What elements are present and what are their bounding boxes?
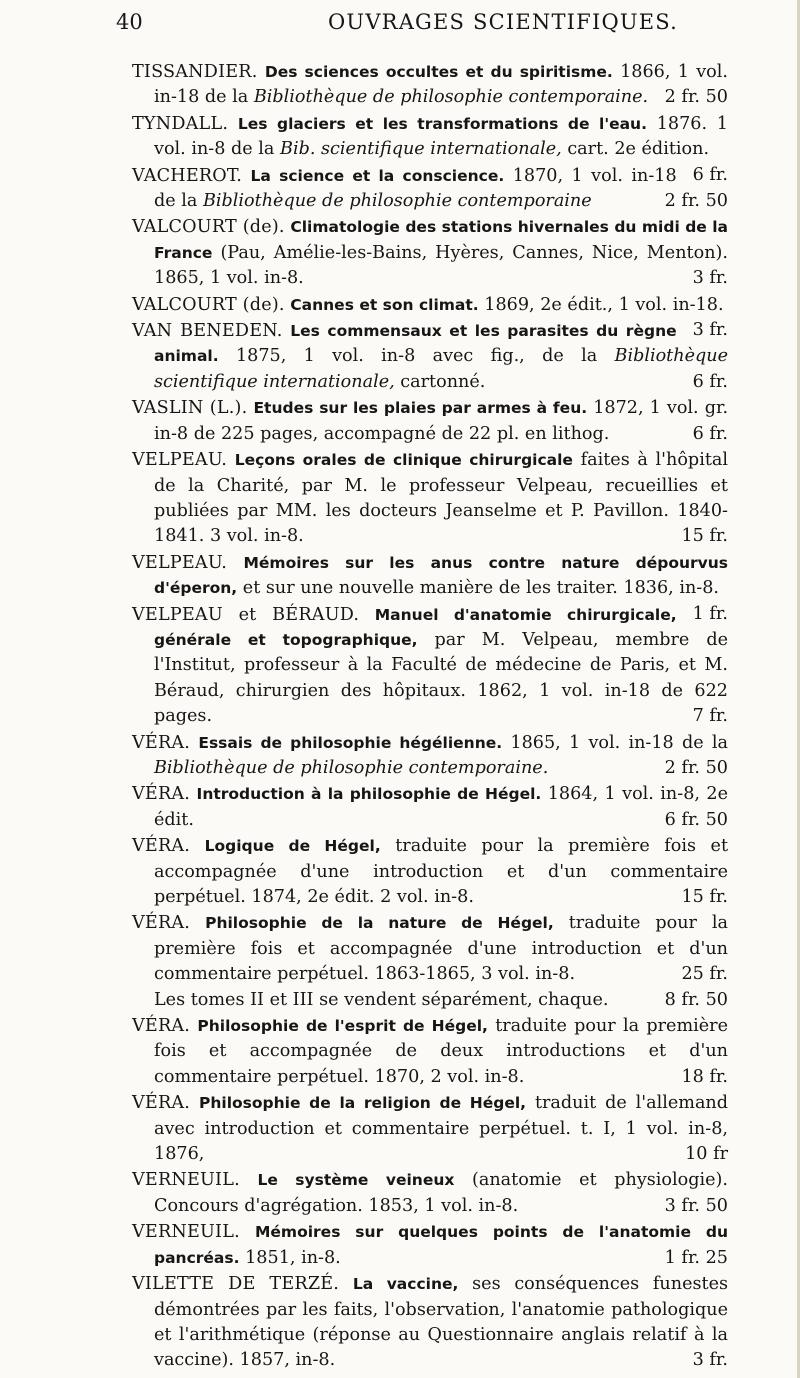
page-header (116, 10, 696, 50)
entry-details: (Pau, Amélie-les-Bains, Hyères, Cannes, Nice, Menton). 1865, 1 vol. in-8. (154, 242, 728, 289)
catalog-entry (132, 1220, 728, 1271)
entry-details: 1875, 1 vol. in-8 avec fig., de la (235, 346, 615, 367)
entry-title: Les commensaux et les parasites du règne animal. (154, 322, 677, 366)
entry-price: 2 fr. 50 (664, 757, 728, 778)
entry-title: Manuel d'anatomie chirurgicale, générale et topographique, (154, 605, 677, 649)
entry-author: VERNEUIL. (132, 1170, 240, 1191)
catalog-entry (132, 60, 728, 111)
entry-price: 15 fr. (681, 526, 728, 547)
entry-title: Le système veineux (257, 1171, 455, 1190)
entry-price: 15 fr. (681, 887, 728, 907)
entry-author: VACHEROT. (132, 165, 243, 186)
catalog-entry (132, 164, 728, 215)
entry-price: 1 fr. 25 (664, 1247, 728, 1268)
entry-title: Leçons orales de clinique chirurgicale (234, 451, 573, 470)
entry-details: 1869, 2e édit., 1 vol. in-18. (484, 294, 724, 315)
entry-price: 2 fr. 50 (664, 87, 728, 108)
entry-author: VALCOURT (de). (132, 294, 285, 315)
entry-price: 18 fr. (681, 1066, 728, 1087)
entry-author: VILETTE DE TERZÉ. (132, 1274, 340, 1295)
catalog-entries (132, 60, 728, 1375)
entry-text (132, 319, 728, 395)
entry-details: 1866, 1 vol. in-18 de la (154, 62, 728, 108)
catalog-entry (132, 782, 728, 833)
entry-author: VALCOURT (de). (132, 217, 285, 238)
entry-author: VÉRA. (132, 732, 191, 753)
entry-author: VAN BENEDEN. (132, 321, 283, 342)
entry-details: 1870, 1 vol. in-18 de la (154, 165, 677, 212)
running-title: OUVRAGES SCIENTIFIQUES. (328, 10, 679, 34)
entry-title: Cannes et son climat. (290, 295, 479, 314)
entry-details: faites à l'hôpital de la Charité, par M. le professeur Velpeau, recueillies et publiées par MM. les docteurs Jeanselme et P. Pavillon. 1840-1841. 3 vol. in-8. (154, 450, 729, 547)
entry-price: 25 fr. (681, 964, 728, 985)
entry-text (132, 603, 728, 730)
entry-title: Essais de philosophie hégélienne. (198, 733, 503, 752)
entry-title: Climatologie des stations hivernales du midi de la France (154, 218, 729, 262)
entry-title: Introduction à la philosophie de Hégel. (196, 785, 542, 804)
entry-series: Bibliothèque de philosophie contemporaine. (253, 87, 649, 108)
entry-price: 3 fr. (692, 320, 728, 341)
catalog-entry (132, 911, 728, 1013)
entry-details-after: cartonné. (400, 371, 486, 392)
entry-author: VASLIN (L.). (132, 398, 248, 419)
entry-details: et sur une nouvelle manière de les traiter. 1836, in-8. (242, 578, 720, 599)
entry-author: VÉRA. (132, 1093, 191, 1114)
catalog-entry (132, 1014, 728, 1090)
catalog-entry (132, 448, 728, 550)
entry-series: Bibliothèque de philosophie contemporaine. (154, 757, 549, 778)
entry-title: Logique de Hégel, (204, 837, 381, 856)
entry-price: 2 fr. 50 (664, 191, 728, 212)
entry-title: Philosophie de la religion de Hégel, (199, 1094, 527, 1113)
entry-author: VELPEAU. (132, 450, 228, 471)
entry-details: 1872, 1 vol. gr. in-8 de 225 pages, accompagné de 22 pl. en lithog. (154, 398, 729, 444)
entry-text (132, 60, 728, 111)
entry-price: 6 fr. (692, 371, 728, 392)
entry-author: VERNEUIL. (132, 1222, 240, 1243)
entry-text (132, 396, 728, 447)
entry-price: 1 fr. (692, 603, 728, 624)
entry-details: traduite pour la première fois et accompagnée d'une introduction et d'un commentaire perpétuel. 1874, 2e édit. 2 vol. in-8. (154, 836, 729, 907)
entry-author: VÉRA. (132, 836, 191, 857)
entry-note (132, 988, 728, 1013)
entry-details: 1876. 1 vol. in-8 de la (154, 113, 729, 160)
entry-series: Bibliothèque scientifique internationale, (154, 346, 728, 392)
entry-author: VÉRA. (132, 1016, 191, 1037)
entry-text (132, 215, 728, 291)
catalog-entry (132, 834, 728, 910)
entry-text (132, 1014, 728, 1090)
entry-details: 1864, 1 vol. in-8, 2e édit. (154, 784, 729, 830)
entry-price: 6 fr. 50 (664, 809, 728, 830)
entry-price: 6 fr. (692, 423, 728, 444)
catalog-entry (132, 1168, 728, 1219)
entry-author: VÉRA. (132, 913, 191, 934)
entry-title: Des sciences occultes et du spiritisme. (264, 63, 613, 81)
entry-details: 1851, in-8. (245, 1247, 341, 1268)
entry-text (132, 1091, 728, 1167)
catalog-entry (132, 396, 728, 447)
entry-title: Mémoires sur quelques points de l'anatomie du pancréas. (154, 1223, 728, 1267)
entry-title: Etudes sur les plaies par armes à feu. (253, 399, 588, 418)
entry-price: 3 fr. (692, 268, 728, 289)
entry-text (132, 782, 728, 833)
entry-price: 6 fr. (692, 164, 728, 185)
entry-details: traduite pour la première fois et accompagnée de deux introductions et d'un commentaire perpétuel. 1870, 2 vol. in-8. (154, 1016, 728, 1087)
catalog-entry (132, 603, 728, 730)
entry-details: traduit de l'allemand avec introduction et commentaire perpétuel. t. I, 1 vol. in-8, 1876, (154, 1093, 729, 1165)
entry-text (132, 731, 728, 782)
entry-details: traduite pour la première fois et accompagnée d'une introduction et d'un commentaire perpétuel. 1863-1865, 3 vol. in-8. (154, 913, 729, 985)
entry-title: La science et la conscience. (250, 166, 505, 185)
entry-title: Mémoires sur les anus contre nature dépourvus d'éperon, (154, 553, 729, 598)
entry-title: La vaccine, (352, 1275, 459, 1294)
entry-text (132, 1220, 728, 1271)
entry-text (132, 911, 728, 987)
entry-price: 7 fr. (692, 706, 728, 727)
entry-author: TISSANDIER. (132, 62, 258, 82)
entry-text (132, 448, 728, 550)
entry-text (132, 834, 728, 910)
entry-title: Philosophie de la nature de Hégel, (205, 914, 554, 933)
entry-author: VÉRA. (132, 784, 191, 805)
entry-text (132, 164, 728, 215)
catalog-entry (132, 319, 728, 395)
entry-details: (anatomie et physiologie). Concours d'agrégation. 1853, 1 vol. in-8. (154, 1170, 728, 1216)
catalog-entry (132, 731, 728, 782)
catalog-entry (132, 1272, 728, 1374)
entry-author: TYNDALL. (132, 113, 229, 134)
entry-title: Philosophie de l'esprit de Hégel, (197, 1017, 488, 1036)
entry-text (132, 1272, 728, 1374)
entry-details: par M. Velpeau, membre de l'Institut, professeur à la Faculté de médecine de Paris, et M. Béraud, chirurgien des hôpitaux. 1862, 1 vol. in-18 de 622 pages. (154, 629, 728, 727)
entry-details: ses conséquences funestes démontrées par les faits, l'observation, l'anatomie pathologique et l'arithmétique (réponse au Questionnaire anglais relatif à la vaccine). 1857, in-8. (154, 1274, 729, 1371)
entry-price: 10 fr (685, 1144, 728, 1165)
page-number: 40 (116, 10, 143, 34)
entry-price: 3 fr. (692, 1350, 728, 1371)
entry-author: VELPEAU. (132, 552, 228, 573)
entry-series: Bib. scientifique internationale, (280, 139, 562, 160)
entry-text (132, 1168, 728, 1219)
entry-title: Les glaciers et les transformations de l'eau. (237, 114, 647, 133)
entry-author: VELPEAU et BÉRAUD. (132, 604, 360, 625)
catalog-entry (132, 1091, 728, 1167)
entry-price: 3 fr. 50 (664, 1195, 728, 1216)
entry-note-text: Les tomes II et III se vendent séparément, chaque. (154, 989, 609, 1010)
entry-note-price: 8 fr. 50 (664, 989, 728, 1010)
entry-series: Bibliothèque de philosophie contemporaine (202, 191, 592, 212)
catalog-entry (132, 215, 728, 291)
entry-details-after: cart. 2e édition. (567, 139, 710, 160)
entry-details: 1865, 1 vol. in-18 de la (510, 732, 729, 753)
